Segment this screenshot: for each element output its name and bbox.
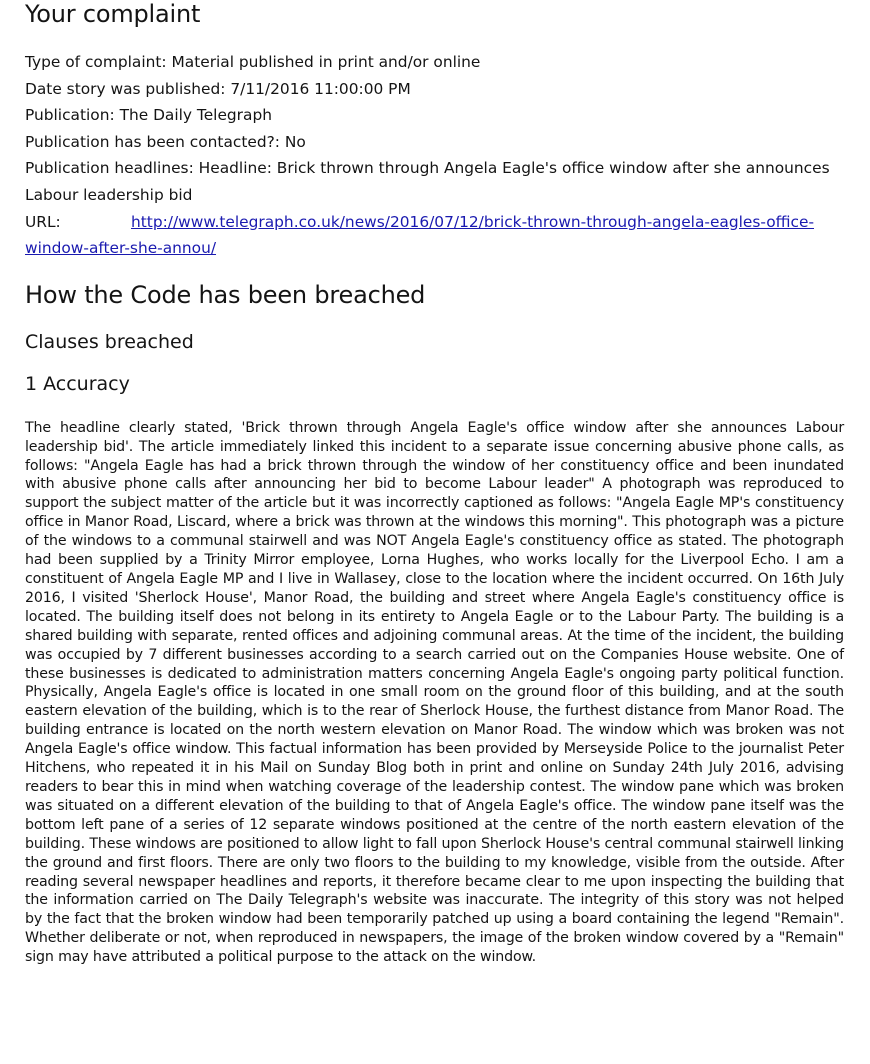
type-of-complaint-value: Material published in print and/or online <box>171 53 481 71</box>
headline-label: Headline: <box>198 159 272 178</box>
publication-contacted-value: No <box>284 132 306 151</box>
publication-headlines-label: Publication headlines: <box>25 159 194 178</box>
type-of-complaint-row <box>25 49 844 76</box>
publication-contacted-label: Publication has been contacted?: <box>25 132 280 151</box>
publication-row <box>25 102 844 129</box>
complaint-details <box>25 49 844 262</box>
headline-value: Brick thrown through Angela Eagle's office window after she announces Labour leadership bid <box>25 159 830 204</box>
url-link-row <box>25 209 844 262</box>
clause-accuracy-heading: 1 Accuracy <box>25 372 130 395</box>
code-breached-heading: How the Code has been breached <box>25 280 426 309</box>
type-of-complaint-label: Type of complaint: <box>25 53 167 71</box>
date-published-value: 7/11/2016 11:00:00 PM <box>230 79 411 98</box>
publication-contacted-row <box>25 129 844 156</box>
date-published-row <box>25 76 844 103</box>
date-published-label: Date story was published: <box>25 79 226 98</box>
article-url-link[interactable]: http://www.telegraph.co.uk/news/2016/07/12/brick-thrown-through-angela-eagles-office-window-after-she-annou/ <box>25 212 814 258</box>
publication-value: The Daily Telegraph <box>119 106 272 125</box>
publication-headlines-row <box>25 155 844 208</box>
url-label: URL: <box>25 212 61 231</box>
your-complaint-heading: Your complaint <box>25 0 201 28</box>
complaint-body-text: The headline clearly stated, 'Brick thrown through Angela Eagle's office window after she announces Labour leadership bid'. The article immediately linked this incident to a separate issue concerning abusive phone calls, as follows: "Angela Eagle has had a brick thrown through the window of her constituency office and been inundated with abusive phone calls after announcing her bid to become Labour leader" A photograph was reproduced to support the subject matter of the article but it was incorrectly captioned as follows: "Angela Eagle MP's constituency office in Manor Road, Liscard, where a brick was thrown at the windows this morning". This photograph was a picture of the windows to a communal stairwell and was NOT Angela Eagle's constituency office as stated. The photograph had been supplied by a Trinity Mirror employee, Lorna Hughes, who works locally for the Liverpool Echo. I am a constituent of Angela Eagle MP and I live in Wallasey, close to the location where the incident occurred. On 16th July 2016, I visited 'Sherlock House', Manor Road, the building and street where Angela Eagle's constituency office is located. The building itself does not belong in its entirety to Angela Eagle or to the Labour Party. The building is a shared building with separate, rented offices and adjoining communal areas. At the time of the incident, the building was occupied by 7 different businesses according to a search carried out on the Companies House website. One of these businesses is dedicated to administration matters concerning Angela Eagle's ongoing party political function. Physically, Angela Eagle's office is located in one small room on the ground floor of this building, and at the south eastern elevation of the building, which is to the rear of Sherlock House, the furthest distance from Manor Road. The building entrance is located on the north western elevation on Manor Road. The window which was broken was not Angela Eagle's office window. This factual information has been provided by Merseyside Police to the journalist Peter Hitchens, who repeated it in his Mail on Sunday Blog both in print and online on Sunday 24th July 2016, advising readers to bear this in mind when watching coverage of the leadership contest. The window pane which was broken was situated on a different elevation of the building to that of Angela Eagle's office. The window pane itself was the bottom left pane of a series of 12 separate windows positioned at the centre of the north eastern elevation of the building. These windows are positioned to allow light to fall upon Sherlock House's central communal stairwell linking the ground and first floors. There are only two floors to the building to my knowledge, visible from the outside. After reading several newspaper headlines and reports, it therefore became clear to me upon inspecting the building that the information carried on The Daily Telegraph's website was inaccurate. The integrity of this story was not helped by the fact that the broken window had been temporarily patched up using a board containing the legend "Remain". Whether deliberate or not, when reproduced in newspapers, the image of the broken window covered by a "Remain" sign may have attributed a political purpose to the attack on the window. <box>25 419 844 966</box>
publication-label: Publication: <box>25 106 115 125</box>
clauses-breached-heading: Clauses breached <box>25 330 194 353</box>
